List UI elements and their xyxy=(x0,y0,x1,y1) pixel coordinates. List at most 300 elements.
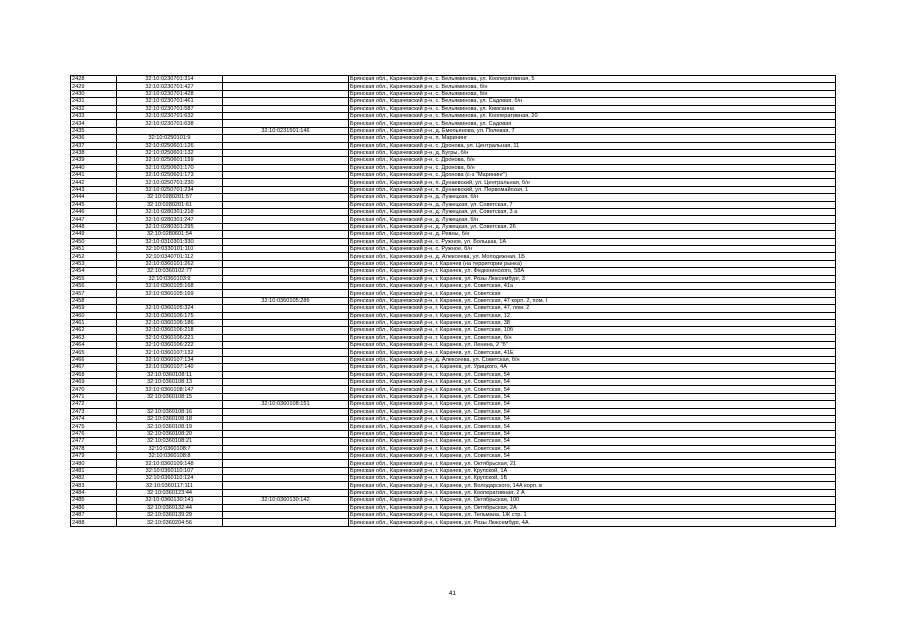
address-cell: Брянская обл., Карачевский р-н, г. Карачев, ул. Урицкого, 4А xyxy=(349,364,836,371)
secondary-cadastral-cell xyxy=(223,327,349,334)
address-cell: Брянская обл., Карачевский р-н, с. Вельяминова, ул. Садовая xyxy=(349,120,836,127)
cadastral-number-cell: 32:10:0250601:159 xyxy=(117,157,223,164)
secondary-cadastral-cell xyxy=(223,216,349,223)
row-number-cell: 2481 xyxy=(71,467,117,474)
table-row xyxy=(71,423,836,430)
table-row xyxy=(71,253,836,260)
secondary-cadastral-cell xyxy=(223,430,349,437)
row-number-cell: 2469 xyxy=(71,379,117,386)
cadastral-number-cell: 32:10:0250101:9 xyxy=(117,135,223,142)
address-cell: Брянская обл., Карачевский р-н, с. Вельяминова, б/н xyxy=(349,90,836,97)
cadastral-number-cell: 32:10:0250701:234 xyxy=(117,186,223,193)
address-cell: Брянская обл., Карачевский р-н, г. Карачев, ул. Советская xyxy=(349,290,836,297)
address-cell: Брянская обл., Карачевский р-н, г. Карачев, ул. Советская, 10б xyxy=(349,327,836,334)
cadastral-number-cell: 32:10:0360109:148 xyxy=(117,460,223,467)
table-row xyxy=(71,127,836,134)
row-number-cell: 2429 xyxy=(71,83,117,90)
secondary-cadastral-cell xyxy=(223,209,349,216)
row-number-cell: 2485 xyxy=(71,497,117,504)
cadastral-number-cell: 32:10:0360103:9 xyxy=(117,275,223,282)
address-cell: Брянская обл., Карачевский р-н, г. Карачев, ул. Октябрьская, 2А xyxy=(349,504,836,511)
address-cell: Брянская обл., Карачевский р-н, г. Карачев, ул. Ленина, 2 "б" xyxy=(349,342,836,349)
cadastral-number-cell: 32:10:0250601:126 xyxy=(117,142,223,149)
cadastral-number-cell: 32:10:0360108:147 xyxy=(117,386,223,393)
table-row xyxy=(71,216,836,223)
secondary-cadastral-cell xyxy=(223,135,349,142)
cadastral-number-cell: 32:10:0230701:427 xyxy=(117,83,223,90)
secondary-cadastral-cell xyxy=(223,349,349,356)
table-row xyxy=(71,312,836,319)
secondary-cadastral-cell xyxy=(223,342,349,349)
address-cell: Брянская обл., Карачевский р-н, д. Лужецкая, б/н xyxy=(349,216,836,223)
address-cell: Брянская обл., Карачевский р-н, г. Карачев, ул. Советская, 54 xyxy=(349,438,836,445)
row-number-cell: 2432 xyxy=(71,105,117,112)
secondary-cadastral-cell: 32:10:0360105:286 xyxy=(223,297,349,304)
table-row xyxy=(71,83,836,90)
cadastral-number-cell: 32:10:0230701:461 xyxy=(117,98,223,105)
table-row xyxy=(71,371,836,378)
cadastral-number-cell: 32:10:0250601:173 xyxy=(117,172,223,179)
address-cell: Брянская обл., Карачевский р-н, г. Карачев, ул. Советская, 54 xyxy=(349,401,836,408)
secondary-cadastral-cell xyxy=(223,475,349,482)
address-cell: Брянская обл., Карачевский р-н, г. Карачев, ул. Советская, 54 xyxy=(349,379,836,386)
table-row xyxy=(71,275,836,282)
secondary-cadastral-cell xyxy=(223,379,349,386)
secondary-cadastral-cell xyxy=(223,393,349,400)
table-row xyxy=(71,379,836,386)
row-number-cell: 2473 xyxy=(71,408,117,415)
row-number-cell: 2460 xyxy=(71,312,117,319)
secondary-cadastral-cell xyxy=(223,356,349,363)
table-row xyxy=(71,415,836,422)
cadastral-number-cell: 32:10:0360123:44 xyxy=(117,489,223,496)
address-cell: Брянская обл., Карачевский р-н, с. Дронова, б/н xyxy=(349,157,836,164)
row-number-cell: 2431 xyxy=(71,98,117,105)
row-number-cell: 2446 xyxy=(71,209,117,216)
address-cell: Брянская обл., Карачевский р-н, г. Карачев, ул. Советская, 54 xyxy=(349,386,836,393)
table-row xyxy=(71,76,836,83)
row-number-cell: 2465 xyxy=(71,349,117,356)
table-row xyxy=(71,135,836,142)
row-number-cell: 2477 xyxy=(71,438,117,445)
row-number-cell: 2486 xyxy=(71,504,117,511)
cadastral-number-cell: 32:10:0360110:124 xyxy=(117,475,223,482)
table-row xyxy=(71,112,836,119)
secondary-cadastral-cell xyxy=(223,512,349,519)
secondary-cadastral-cell xyxy=(223,76,349,83)
secondary-cadastral-cell xyxy=(223,105,349,112)
address-cell: Брянская обл., Карачевский р-н, с. Дронова, б/н xyxy=(349,164,836,171)
secondary-cadastral-cell xyxy=(223,371,349,378)
address-cell: Брянская обл., Карачевский р-н, г. Карачев, ул. Кооперативная, 2 А xyxy=(349,489,836,496)
cadastral-number-cell: 32:10:0360105:169 xyxy=(117,290,223,297)
row-number-cell: 2474 xyxy=(71,415,117,422)
secondary-cadastral-cell xyxy=(223,290,349,297)
row-number-cell: 2471 xyxy=(71,393,117,400)
address-cell: Брянская обл., Карачевский р-н, г. Карачев, ул. Крупской, 1А xyxy=(349,467,836,474)
secondary-cadastral-cell xyxy=(223,90,349,97)
cadastral-number-cell: 32:10:0360108:21 xyxy=(117,438,223,445)
table-row xyxy=(71,268,836,275)
table-row xyxy=(71,142,836,149)
cadastral-number-cell: 32:10:0360107:132 xyxy=(117,349,223,356)
row-number-cell: 2439 xyxy=(71,157,117,164)
table-row xyxy=(71,475,836,482)
secondary-cadastral-cell xyxy=(223,452,349,459)
row-number-cell: 2457 xyxy=(71,290,117,297)
page-number: 41 xyxy=(448,590,457,597)
row-number-cell: 2461 xyxy=(71,319,117,326)
cadastral-number-cell xyxy=(117,297,223,304)
address-cell: Брянская обл., Карачевский р-н, с. Вельяминова, б/н xyxy=(349,83,836,90)
secondary-cadastral-cell xyxy=(223,504,349,511)
address-cell: Брянская обл., Карачевский р-н, с. Вельяминова, ул. Кимсанна xyxy=(349,105,836,112)
address-cell: Брянская обл., Карачевский р-н, г. Карачев, ул. Советская, 54 xyxy=(349,408,836,415)
secondary-cadastral-cell xyxy=(223,438,349,445)
address-cell: Брянская обл., Карачевский р-н, д. Емельянова, ул. Полевая, 7 xyxy=(349,127,836,134)
table-row xyxy=(71,452,836,459)
cadastral-number-cell: 32:10:0280301:295 xyxy=(117,223,223,230)
row-number-cell: 2462 xyxy=(71,327,117,334)
cadastral-number-cell: 32:10:0280201:57 xyxy=(117,194,223,201)
row-number-cell: 2449 xyxy=(71,231,117,238)
address-cell: Брянская обл., Карачевский р-н, с. Вельяминова, ул. Кооперативная, 5 xyxy=(349,76,836,83)
address-cell: Брянская обл., Карачевский р-н, г. Карачев, ул. Тельмана, 1Ж стр. 1 xyxy=(349,512,836,519)
row-number-cell: 2470 xyxy=(71,386,117,393)
cadastral-number-cell: 32:10:0360132:44 xyxy=(117,504,223,511)
cadastral-number-cell: 32:10:0230701:587 xyxy=(117,105,223,112)
row-number-cell: 2464 xyxy=(71,342,117,349)
address-cell: Брянская обл., Карачевский р-н, г. Карачев, ул. Советская, 54 xyxy=(349,415,836,422)
row-number-cell: 2472 xyxy=(71,401,117,408)
row-number-cell: 2447 xyxy=(71,216,117,223)
address-cell: Брянская обл., Карачевский р-н, г. Карачев, ул. Розы Люксембург, 4А xyxy=(349,519,836,526)
cadastral-number-cell: 32:10:0230701:638 xyxy=(117,120,223,127)
table-row xyxy=(71,386,836,393)
address-cell: Брянская обл., Карачевский р-н, п. Марининг xyxy=(349,135,836,142)
row-number-cell: 2433 xyxy=(71,112,117,119)
secondary-cadastral-cell xyxy=(223,275,349,282)
cadastral-number-cell: 32:10:0230701:428 xyxy=(117,90,223,97)
secondary-cadastral-cell xyxy=(223,312,349,319)
row-number-cell: 2467 xyxy=(71,364,117,371)
secondary-cadastral-cell xyxy=(223,334,349,341)
cadastral-number-cell: 32:10:0360108:13 xyxy=(117,379,223,386)
cadastral-number-cell: 32:10:0360139:29 xyxy=(117,512,223,519)
table-row xyxy=(71,209,836,216)
secondary-cadastral-cell xyxy=(223,445,349,452)
table-row xyxy=(71,98,836,105)
table-row xyxy=(71,364,836,371)
cadastral-number-cell: 32:10:0230701:314 xyxy=(117,76,223,83)
secondary-cadastral-cell xyxy=(223,519,349,526)
address-cell: Брянская обл., Карачевский р-н, г. Карачев, ул. Советская, 47 корп. 2, пом. I xyxy=(349,297,836,304)
secondary-cadastral-cell xyxy=(223,98,349,105)
secondary-cadastral-cell xyxy=(223,253,349,260)
cadastral-number-cell: 32:10:0230701:632 xyxy=(117,112,223,119)
address-cell: Брянская обл., Карачевский р-н, д. Бугры, б/н xyxy=(349,149,836,156)
table-row xyxy=(71,260,836,267)
secondary-cadastral-cell: 32:10:0360108:151 xyxy=(223,401,349,408)
secondary-cadastral-cell xyxy=(223,120,349,127)
cadastral-number-cell: 32:10:0360106:175 xyxy=(117,312,223,319)
secondary-cadastral-cell: 32:10:0231501:146 xyxy=(223,127,349,134)
secondary-cadastral-cell xyxy=(223,364,349,371)
cadastral-number-cell: 32:10:0340701:112 xyxy=(117,253,223,260)
cadastral-number-cell: 32:10:0360105:324 xyxy=(117,305,223,312)
row-number-cell: 2487 xyxy=(71,512,117,519)
row-number-cell: 2488 xyxy=(71,519,117,526)
table-row xyxy=(71,149,836,156)
table-row xyxy=(71,482,836,489)
secondary-cadastral-cell xyxy=(223,245,349,252)
table-row xyxy=(71,504,836,511)
address-cell: Брянская обл., Карачевский р-н, д. Лужецкая, ул. Советская, 3 а xyxy=(349,209,836,216)
table-row xyxy=(71,489,836,496)
secondary-cadastral-cell xyxy=(223,157,349,164)
cadastral-number-cell: 32:10:0360108:16 xyxy=(117,408,223,415)
table-row xyxy=(71,186,836,193)
secondary-cadastral-cell xyxy=(223,408,349,415)
secondary-cadastral-cell xyxy=(223,415,349,422)
table-row xyxy=(71,393,836,400)
address-cell: Брянская обл., Карачевский р-н, г. Карачев (на территории рынка) xyxy=(349,260,836,267)
address-cell: Брянская обл., Карачевский р-н, д. Алексеева, ул. Советская, б/н xyxy=(349,356,836,363)
address-cell: Брянская обл., Карачевский р-н, с. Ружное, б/н xyxy=(349,245,836,252)
secondary-cadastral-cell xyxy=(223,112,349,119)
secondary-cadastral-cell xyxy=(223,201,349,208)
table-row xyxy=(71,245,836,252)
table-row xyxy=(71,319,836,326)
table-row xyxy=(71,438,836,445)
cadastral-number-cell: 32:10:0360106:218 xyxy=(117,327,223,334)
cadastral-number-cell: 32:10:0250701:230 xyxy=(117,179,223,186)
cadastral-number-cell: 32:10:0330101:110 xyxy=(117,245,223,252)
table-row xyxy=(71,297,836,304)
table-row xyxy=(71,157,836,164)
table-row xyxy=(71,223,836,230)
row-number-cell: 2466 xyxy=(71,356,117,363)
cadastral-number-cell: 32:10:0360108:11 xyxy=(117,371,223,378)
table-row xyxy=(71,408,836,415)
secondary-cadastral-cell: 32:10:0360130:142 xyxy=(223,497,349,504)
cadastral-number-cell: 32:10:0280601:54 xyxy=(117,231,223,238)
row-number-cell: 2476 xyxy=(71,430,117,437)
table-row xyxy=(71,90,836,97)
address-cell: Брянская обл., Карачевский р-н, с. Вельяминова, ул. Кооперативная, 20 xyxy=(349,112,836,119)
cadastral-number-cell: 32:10:0360108:7 xyxy=(117,445,223,452)
row-number-cell: 2448 xyxy=(71,223,117,230)
table-row xyxy=(71,194,836,201)
table-row xyxy=(71,105,836,112)
table-row xyxy=(71,430,836,437)
table-row xyxy=(71,445,836,452)
secondary-cadastral-cell xyxy=(223,467,349,474)
row-number-cell: 2450 xyxy=(71,238,117,245)
cadastral-number-cell: 32:10:0360107:134 xyxy=(117,356,223,363)
secondary-cadastral-cell xyxy=(223,460,349,467)
row-number-cell: 2463 xyxy=(71,334,117,341)
address-cell: Брянская обл., Карачевский р-н, с. Ружное, ул. Большак, 1А xyxy=(349,238,836,245)
row-number-cell: 2436 xyxy=(71,135,117,142)
secondary-cadastral-cell xyxy=(223,194,349,201)
secondary-cadastral-cell xyxy=(223,231,349,238)
secondary-cadastral-cell xyxy=(223,482,349,489)
cadastral-number-cell: 32:10:0360101:262 xyxy=(117,260,223,267)
secondary-cadastral-cell xyxy=(223,305,349,312)
table-row xyxy=(71,334,836,341)
row-number-cell: 2456 xyxy=(71,282,117,289)
secondary-cadastral-cell xyxy=(223,149,349,156)
row-number-cell: 2475 xyxy=(71,423,117,430)
cadastral-number-cell xyxy=(117,127,223,134)
row-number-cell: 2468 xyxy=(71,371,117,378)
secondary-cadastral-cell xyxy=(223,223,349,230)
secondary-cadastral-cell xyxy=(223,83,349,90)
row-number-cell: 2445 xyxy=(71,201,117,208)
address-cell: Брянская обл., Карачевский р-н, г. Карачев, ул. Советская, 41Е xyxy=(349,349,836,356)
address-cell: Брянская обл., Карачевский р-н, г. Карачев, ул. Октябрьская, 100 xyxy=(349,497,836,504)
row-number-cell: 2484 xyxy=(71,489,117,496)
row-number-cell: 2458 xyxy=(71,297,117,304)
address-cell: Брянская обл., Карачевский р-н, с. Вельяминова, ул. Садовая, б/н xyxy=(349,98,836,105)
table-row xyxy=(71,164,836,171)
secondary-cadastral-cell xyxy=(223,386,349,393)
cadastral-number-cell: 32:10:0280301:247 xyxy=(117,216,223,223)
row-number-cell: 2483 xyxy=(71,482,117,489)
address-cell: Брянская обл., Карачевский р-н, п. Дунаевский, ул. Первомайская, 1 xyxy=(349,186,836,193)
address-cell: Брянская обл., Карачевский р-н, д. Алексеева, ул. Молодежная, 1Б xyxy=(349,253,836,260)
secondary-cadastral-cell xyxy=(223,238,349,245)
address-cell: Брянская обл., Карачевский р-н, г. Карачев, ул. Советская, 54 xyxy=(349,452,836,459)
secondary-cadastral-cell xyxy=(223,423,349,430)
address-cell: Брянская обл., Карачевский р-н, д. Лужецкая, ул. Советская, 26 xyxy=(349,223,836,230)
row-number-cell: 2482 xyxy=(71,475,117,482)
row-number-cell: 2441 xyxy=(71,172,117,179)
row-number-cell: 2454 xyxy=(71,268,117,275)
table-row xyxy=(71,179,836,186)
cadastral-number-cell: 32:10:0360108:20 xyxy=(117,430,223,437)
table-row xyxy=(71,327,836,334)
address-cell: Брянская обл., Карачевский р-н, д. Лужецкая, ул. Советская, 7 xyxy=(349,201,836,208)
row-number-cell: 2452 xyxy=(71,253,117,260)
cadastral-number-cell: 32:10:0360108:19 xyxy=(117,423,223,430)
row-number-cell: 2479 xyxy=(71,452,117,459)
address-cell: Брянская обл., Карачевский р-н, г. Карачев, ул. Советская, 38 xyxy=(349,319,836,326)
table-row xyxy=(71,172,836,179)
row-number-cell: 2443 xyxy=(71,186,117,193)
cadastral-number-cell: 32:10:0360106:221 xyxy=(117,334,223,341)
address-cell: Брянская обл., Карачевский р-н, с. Дронова (с-з "Марининг") xyxy=(349,172,836,179)
address-cell: Брянская обл., Карачевский р-н, г. Карачев, ул. Советская, 47, пом. 2 xyxy=(349,305,836,312)
table-row xyxy=(71,290,836,297)
cadastral-number-cell: 32:10:0360107:140 xyxy=(117,364,223,371)
row-number-cell: 2480 xyxy=(71,460,117,467)
row-number-cell: 2478 xyxy=(71,445,117,452)
address-cell: Брянская обл., Карачевский р-н, д. Лужецкая, б/н xyxy=(349,194,836,201)
address-cell: Брянская обл., Карачевский р-н, г. Карачев, ул. Володарского, 14А корп. в xyxy=(349,482,836,489)
address-cell: Брянская обл., Карачевский р-н, п. Дунаевский, ул. Центральная, б/н xyxy=(349,179,836,186)
cadastral-number-cell: 32:10:0360204:56 xyxy=(117,519,223,526)
table-row xyxy=(71,512,836,519)
table-row xyxy=(71,519,836,526)
cadastral-number-cell: 32:10:0360108:18 xyxy=(117,415,223,422)
address-cell: Брянская обл., Карачевский р-н, г. Карачев, ул. Советская, 41а xyxy=(349,282,836,289)
table-row xyxy=(71,201,836,208)
row-number-cell: 2455 xyxy=(71,275,117,282)
cadastral-number-cell: 32:10:0360102:77 xyxy=(117,268,223,275)
address-cell: Брянская обл., Карачевский р-н, д. Ревны, б/н xyxy=(349,231,836,238)
table-row xyxy=(71,460,836,467)
table-row xyxy=(71,401,836,408)
row-number-cell: 2435 xyxy=(71,127,117,134)
row-number-cell: 2428 xyxy=(71,76,117,83)
row-number-cell: 2453 xyxy=(71,260,117,267)
secondary-cadastral-cell xyxy=(223,179,349,186)
row-number-cell: 2438 xyxy=(71,149,117,156)
cadastral-number-cell: 32:10:0280301:218 xyxy=(117,209,223,216)
cadastral-number-cell: 32:10:0360106:186 xyxy=(117,319,223,326)
secondary-cadastral-cell xyxy=(223,268,349,275)
address-cell: Брянская обл., Карачевский р-н, г. Карачев, ул. Советская, 54 xyxy=(349,393,836,400)
row-number-cell: 2434 xyxy=(71,120,117,127)
secondary-cadastral-cell xyxy=(223,172,349,179)
row-number-cell: 2442 xyxy=(71,179,117,186)
register-table-body xyxy=(71,76,836,527)
cadastral-number-cell: 32:10:0360108:8 xyxy=(117,452,223,459)
secondary-cadastral-cell xyxy=(223,142,349,149)
cadastral-number-cell: 32:10:0310301:330 xyxy=(117,238,223,245)
address-cell: Брянская обл., Карачевский р-н, г. Карачев, ул. Крупской, 1Б xyxy=(349,475,836,482)
address-cell: Брянская обл., Карачевский р-н, с. Дронова, ул. Центральная, 11 xyxy=(349,142,836,149)
row-number-cell: 2430 xyxy=(71,90,117,97)
secondary-cadastral-cell xyxy=(223,282,349,289)
secondary-cadastral-cell xyxy=(223,186,349,193)
secondary-cadastral-cell xyxy=(223,260,349,267)
secondary-cadastral-cell xyxy=(223,489,349,496)
cadastral-number-cell: 32:10:0360106:222 xyxy=(117,342,223,349)
cadastral-number-cell: 32:10:0360130:141 xyxy=(117,497,223,504)
cadastral-number-cell xyxy=(117,401,223,408)
address-cell: Брянская обл., Карачевский р-н, г. Карачев, ул. Советская, 54 xyxy=(349,445,836,452)
register-table xyxy=(70,75,836,527)
cadastral-number-cell: 32:10:0360105:168 xyxy=(117,282,223,289)
cadastral-number-cell: 32:10:0360110:107 xyxy=(117,467,223,474)
row-number-cell: 2459 xyxy=(71,305,117,312)
address-cell: Брянская обл., Карачевский р-н, г. Карачев, ул. Советская, 54 xyxy=(349,423,836,430)
address-cell: Брянская обл., Карачевский р-н, г. Карачев, ул. Советская, 12 xyxy=(349,312,836,319)
table-row xyxy=(71,467,836,474)
table-row xyxy=(71,349,836,356)
table-row xyxy=(71,231,836,238)
table-row xyxy=(71,356,836,363)
address-cell: Брянская обл., Карачевский р-н, г. Карачев, ул. Федюнинского, 58А xyxy=(349,268,836,275)
cadastral-number-cell: 32:10:0250601:170 xyxy=(117,164,223,171)
cadastral-number-cell: 32:10:0360117:111 xyxy=(117,482,223,489)
cadastral-number-cell: 32:10:0360108:15 xyxy=(117,393,223,400)
row-number-cell: 2437 xyxy=(71,142,117,149)
address-cell: Брянская обл., Карачевский р-н, г. Карачев, ул. Советская, 54 xyxy=(349,430,836,437)
table-row xyxy=(71,342,836,349)
secondary-cadastral-cell xyxy=(223,164,349,171)
table-row xyxy=(71,497,836,504)
cadastral-number-cell: 32:10:0250601:132 xyxy=(117,149,223,156)
cadastral-number-cell: 32:10:0280201:61 xyxy=(117,201,223,208)
table-row xyxy=(71,120,836,127)
address-cell: Брянская обл., Карачевский р-н, г. Карачев, ул. Советская, б/н xyxy=(349,334,836,341)
table-row xyxy=(71,282,836,289)
row-number-cell: 2451 xyxy=(71,245,117,252)
